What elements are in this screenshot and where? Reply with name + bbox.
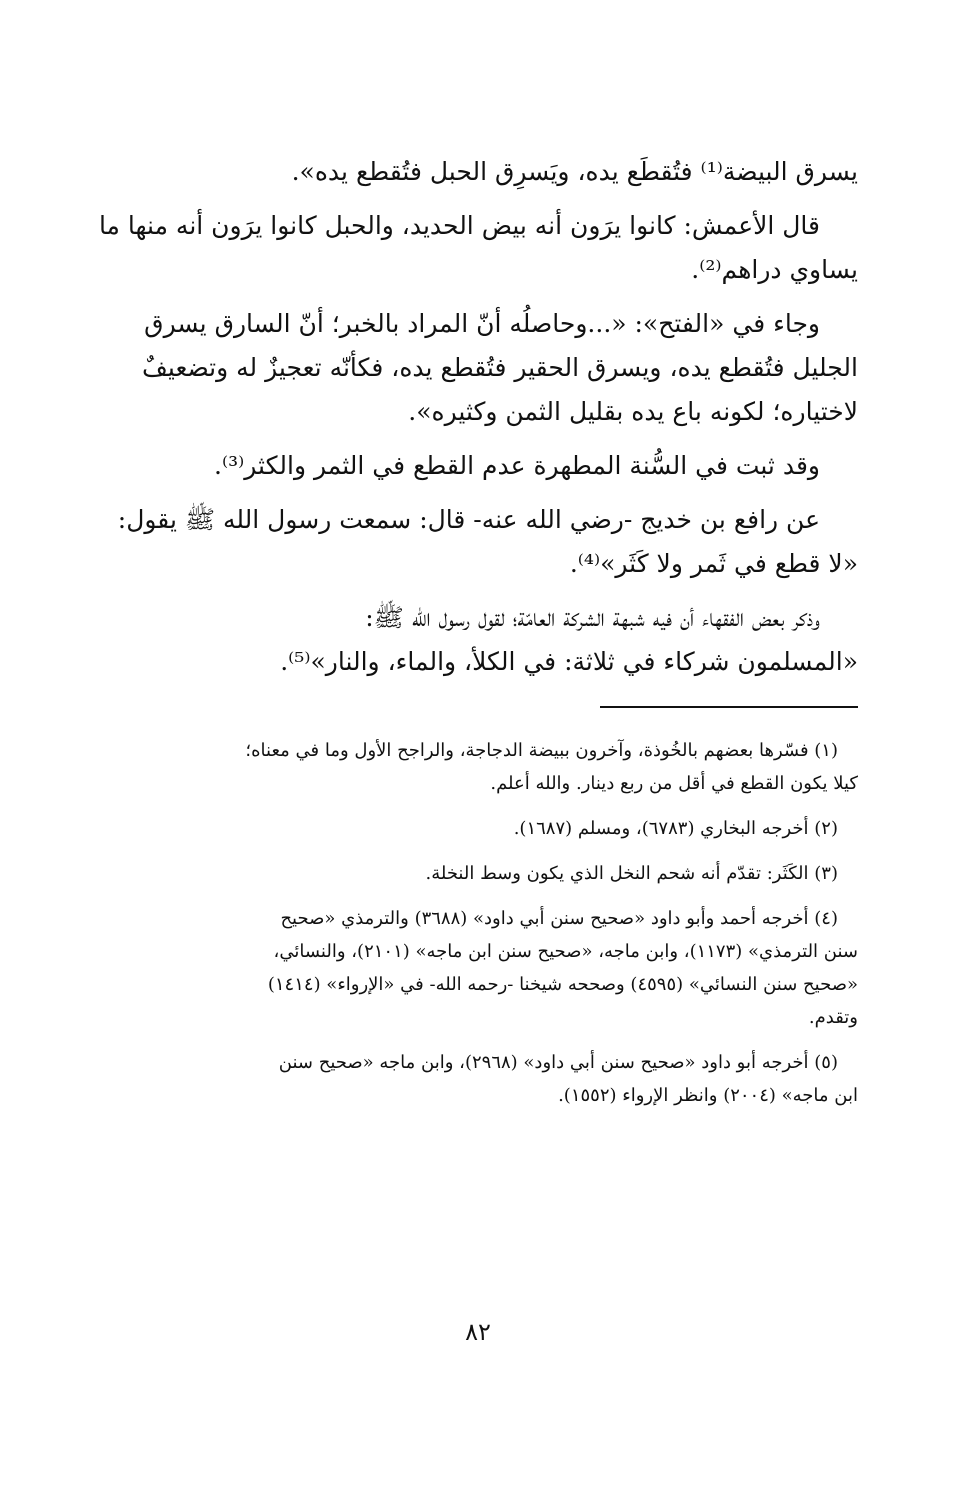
text-line: يسرق البيضة⁽¹⁾ فتُقطَع يده، ويَسرِق الحبل فتُقطع يده».: [291, 157, 858, 186]
footnote-4: [98, 902, 858, 1034]
paragraph-2: [98, 204, 858, 292]
paragraph-1: [98, 150, 858, 194]
book-page: [98, 150, 858, 1350]
footnote-2: [98, 812, 858, 845]
paragraph-3: [98, 302, 858, 434]
text-line: الجليل فتُقطع يده، ويسرق الحقير فتُقطع يده، فكأنّه تعجيزٌ له وتضعيفٌ: [142, 353, 858, 382]
text-line: وقد ثبت في السُّنة المطهرة عدم القطع في الثمر والكثر⁽³⁾.: [214, 451, 820, 480]
paragraph-6: [98, 596, 858, 684]
text-line: «المسلمون شركاء في ثلاثة: في الكلأ، والماء، والنار»⁽⁵⁾.: [280, 647, 858, 676]
footnote-3: [98, 857, 858, 890]
footnote-line: ابن ماجه» (٢٠٠٤) وانظر الإرواء (١٥٥٢).: [558, 1085, 858, 1106]
footnote-divider: [600, 706, 858, 708]
footnote-line: وتقدم.: [808, 1007, 858, 1028]
text-line: يساوي دراهم⁽²⁾.: [691, 255, 858, 284]
footnote-line: (٣) الكَثَر: تقدّم أنه شحم النخل الذي يكون وسط النخلة.: [425, 863, 838, 884]
paragraph-4: [98, 444, 858, 488]
text-line: «لا قطع في ثَمر ولا كَثَر»⁽⁴⁾.: [569, 549, 858, 578]
footnote-line: «صحيح سنن النسائي» (٤٥٩٥) وصححه شيخنا -رحمه الله- في «الإرواء» (١٤١٤): [267, 974, 858, 995]
text-line: وذكر بعض الفقهاء أن فيه شبهة الشركة العامّة؛ لقول رسول الله ﷺ:: [365, 603, 820, 632]
footnote-line: كيلا يكون القطع في أقل من ربع دينار. والله أعلم.: [490, 773, 858, 794]
footnote-line: (١) فسّرها بعضهم بالخُوذة، وآخرون ببيضة الدجاجة، والراجح الأول وما في معناه؛: [245, 740, 838, 761]
footnote-1: [98, 734, 858, 800]
text-line: عن رافع بن خديج -رضي الله عنه- قال: سمعت رسول الله ﷺ يقول:: [117, 505, 820, 534]
page-number: ٨٢: [465, 1318, 491, 1346]
footnote-line: (٥) أخرجه أبو داود «صحيح سنن أبي داود» (٢٩٦٨)، وابن ماجه «صحيح سنن: [278, 1052, 838, 1073]
footnote-line: (٤) أخرجه أحمد وأبو داود «صحيح سنن أبي داود» (٣٦٨٨) والترمذي «صحيح: [280, 908, 838, 929]
footnote-line: (٢) أخرجه البخاري (٦٧٨٣)، ومسلم (١٦٨٧).: [513, 818, 838, 839]
footnote-line: سنن الترمذي» (١١٧٣)، وابن ماجه، «صحيح سنن ابن ماجه» (٢١٠١)، والنسائي،: [273, 941, 858, 962]
text-line: وجاء في «الفتح»: «...وحاصلُه أنّ المراد بالخبر؛ أنّ السارق يسرق: [144, 309, 820, 338]
footnote-5: [98, 1046, 858, 1112]
text-line: لاختياره؛ لكونه باع يده بقليل الثمن وكثيره».: [408, 397, 858, 426]
text-line: قال الأعمش: كانوا يرَون أنه بيض الحديد، والحبل كانوا يرَون أنه منها ما: [98, 211, 820, 240]
paragraph-5: [98, 498, 858, 586]
